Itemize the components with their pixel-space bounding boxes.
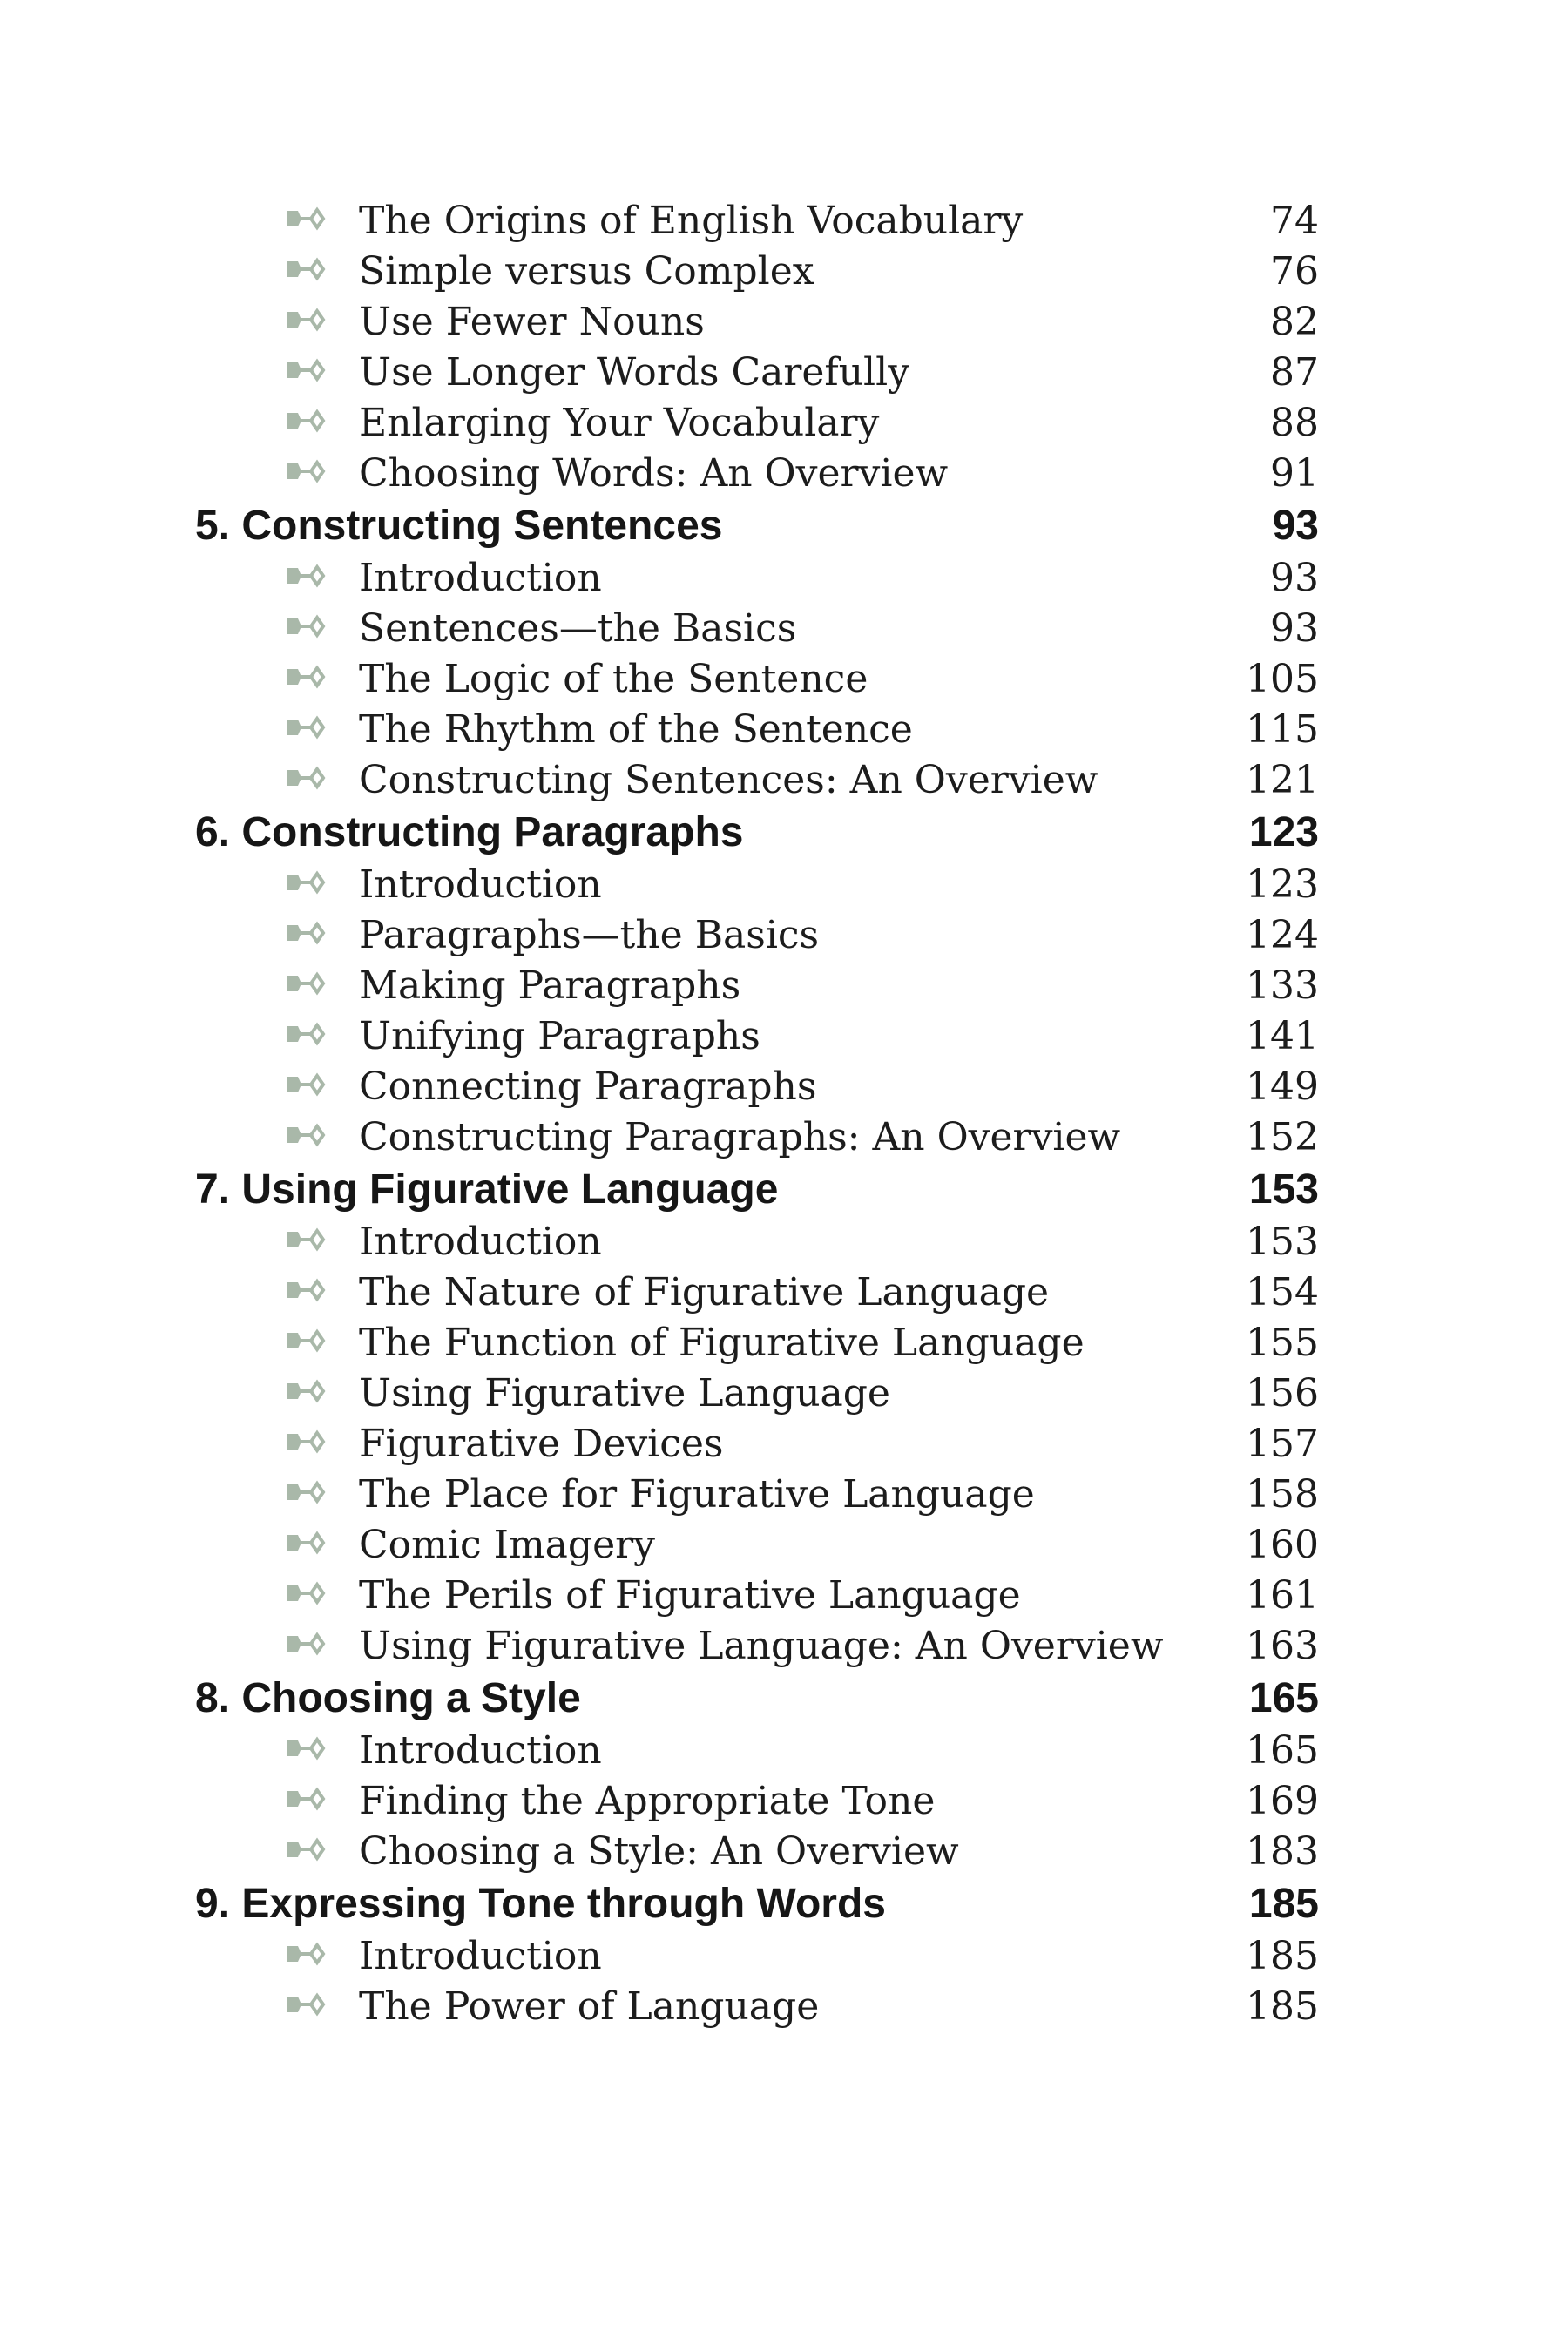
entry-page-number: 149 xyxy=(1246,1064,1319,1109)
entry-page-number: 157 xyxy=(1246,1422,1319,1466)
entry-page-number: 123 xyxy=(1246,862,1319,907)
chapter-title: 8. Choosing a Style xyxy=(195,1675,581,1721)
arrow-bullet-icon xyxy=(285,1072,327,1097)
arrow-bullet-icon xyxy=(285,971,327,996)
arrow-bullet-icon xyxy=(285,358,327,382)
entry-page-number: 124 xyxy=(1246,913,1319,957)
chapter-page-number: 153 xyxy=(1248,1166,1319,1213)
entry-title: The Nature of Figurative Language xyxy=(359,1270,1050,1315)
arrow-bullet-icon xyxy=(285,766,327,790)
entry-title: The Power of Language xyxy=(359,1984,820,2029)
entry-page-number: 93 xyxy=(1270,606,1319,651)
toc-entry xyxy=(0,1062,1568,1112)
toc-entry xyxy=(0,1571,1568,1621)
arrow-bullet-icon xyxy=(285,1278,327,1302)
entry-page-number: 161 xyxy=(1246,1573,1319,1618)
toc-entry xyxy=(0,1267,1568,1318)
toc-entry xyxy=(0,604,1568,654)
arrow-bullet-icon xyxy=(285,1581,327,1605)
entry-page-number: 133 xyxy=(1246,963,1319,1008)
arrow-bullet-icon xyxy=(285,308,327,332)
entry-title: Introduction xyxy=(359,556,602,600)
entry-page-number: 87 xyxy=(1270,350,1319,395)
chapter-title: 6. Constructing Paragraphs xyxy=(195,809,744,855)
table-of-contents xyxy=(0,196,1568,2032)
entry-title: Choosing a Style: An Overview xyxy=(359,1829,959,1874)
entry-title: Paragraphs—the Basics xyxy=(359,913,820,957)
entry-title: The Rhythm of the Sentence xyxy=(359,707,913,752)
entry-page-number: 152 xyxy=(1246,1115,1319,1159)
toc-entry xyxy=(0,755,1568,806)
entry-title: Introduction xyxy=(359,1934,602,1978)
entry-title: The Function of Figurative Language xyxy=(359,1321,1085,1365)
chapter-heading xyxy=(0,1877,1568,1931)
toc-entry xyxy=(0,1726,1568,1776)
arrow-bullet-icon xyxy=(285,459,327,483)
entry-title: The Logic of the Sentence xyxy=(359,657,868,701)
entry-title: Introduction xyxy=(359,862,602,907)
entry-title: Sentences—the Basics xyxy=(359,606,797,651)
entry-title: The Origins of English Vocabulary xyxy=(359,199,1024,243)
toc-entry xyxy=(0,247,1568,297)
arrow-bullet-icon xyxy=(285,1022,327,1046)
entry-title: Figurative Devices xyxy=(359,1422,724,1466)
chapter-heading xyxy=(0,806,1568,860)
entry-page-number: 158 xyxy=(1246,1472,1319,1517)
arrow-bullet-icon xyxy=(285,1227,327,1252)
entry-title: Constructing Paragraphs: An Overview xyxy=(359,1115,1121,1159)
toc-entry xyxy=(0,961,1568,1011)
entry-title: Introduction xyxy=(359,1728,602,1773)
arrow-bullet-icon xyxy=(285,1429,327,1454)
entry-title: Connecting Paragraphs xyxy=(359,1064,817,1109)
entry-title: Finding the Appropriate Tone xyxy=(359,1779,936,1823)
arrow-bullet-icon xyxy=(285,715,327,740)
arrow-bullet-icon xyxy=(285,1480,327,1504)
toc-entry xyxy=(0,1112,1568,1163)
entry-title: Introduction xyxy=(359,1220,602,1264)
toc-entry xyxy=(0,1520,1568,1571)
chapter-page-number: 93 xyxy=(1272,503,1319,549)
chapter-title: 5. Constructing Sentences xyxy=(195,503,723,549)
arrow-bullet-icon xyxy=(285,1992,327,2017)
entry-title: Constructing Sentences: An Overview xyxy=(359,758,1098,802)
arrow-bullet-icon xyxy=(285,1328,327,1353)
entry-page-number: 153 xyxy=(1246,1220,1319,1264)
toc-entry xyxy=(0,654,1568,705)
entry-page-number: 183 xyxy=(1246,1829,1319,1874)
toc-entry xyxy=(0,705,1568,755)
toc-entry xyxy=(0,1931,1568,1982)
toc-entry xyxy=(0,1621,1568,1672)
entry-title: Use Longer Words Carefully xyxy=(359,350,910,395)
entry-title: Using Figurative Language xyxy=(359,1371,890,1416)
entry-page-number: 105 xyxy=(1246,657,1319,701)
entry-title: The Perils of Figurative Language xyxy=(359,1573,1021,1618)
chapter-page-number: 165 xyxy=(1248,1675,1319,1721)
toc-entry xyxy=(0,1217,1568,1267)
toc-entry xyxy=(0,297,1568,348)
arrow-bullet-icon xyxy=(285,1531,327,1555)
arrow-bullet-icon xyxy=(285,206,327,231)
toc-entry xyxy=(0,348,1568,398)
entry-page-number: 154 xyxy=(1246,1270,1319,1315)
entry-page-number: 155 xyxy=(1246,1321,1319,1365)
entry-title: Choosing Words: An Overview xyxy=(359,451,949,496)
chapter-page-number: 123 xyxy=(1248,809,1319,855)
chapter-title: 7. Using Figurative Language xyxy=(195,1166,779,1213)
arrow-bullet-icon xyxy=(285,921,327,945)
entry-title: Enlarging Your Vocabulary xyxy=(359,401,880,445)
entry-page-number: 121 xyxy=(1246,758,1319,802)
toc-entry xyxy=(0,449,1568,499)
toc-entry xyxy=(0,1011,1568,1062)
entry-page-number: 82 xyxy=(1270,300,1319,344)
arrow-bullet-icon xyxy=(285,1837,327,1862)
arrow-bullet-icon xyxy=(285,1787,327,1811)
arrow-bullet-icon xyxy=(285,564,327,588)
toc-entry xyxy=(0,910,1568,961)
arrow-bullet-icon xyxy=(285,1942,327,1966)
toc-entry xyxy=(0,553,1568,604)
entry-page-number: 185 xyxy=(1246,1934,1319,1978)
chapter-page-number: 185 xyxy=(1248,1881,1319,1927)
entry-title: Using Figurative Language: An Overview xyxy=(359,1624,1164,1668)
entry-title: Simple versus Complex xyxy=(359,249,814,294)
arrow-bullet-icon xyxy=(285,870,327,895)
toc-entry xyxy=(0,1419,1568,1470)
chapter-heading xyxy=(0,1672,1568,1726)
toc-entry xyxy=(0,1982,1568,2032)
toc-entry xyxy=(0,196,1568,247)
entry-page-number: 88 xyxy=(1270,401,1319,445)
entry-page-number: 156 xyxy=(1246,1371,1319,1416)
arrow-bullet-icon xyxy=(285,257,327,281)
entry-page-number: 169 xyxy=(1246,1779,1319,1823)
toc-entry xyxy=(0,860,1568,910)
chapter-title: 9. Expressing Tone through Words xyxy=(195,1881,886,1927)
arrow-bullet-icon xyxy=(285,409,327,433)
arrow-bullet-icon xyxy=(285,665,327,689)
entry-page-number: 74 xyxy=(1270,199,1319,243)
toc-entry xyxy=(0,1827,1568,1877)
entry-page-number: 93 xyxy=(1270,556,1319,600)
arrow-bullet-icon xyxy=(285,614,327,639)
entry-title: Making Paragraphs xyxy=(359,963,741,1008)
entry-page-number: 165 xyxy=(1246,1728,1319,1773)
entry-page-number: 160 xyxy=(1246,1523,1319,1567)
entry-page-number: 91 xyxy=(1270,451,1319,496)
arrow-bullet-icon xyxy=(285,1379,327,1403)
entry-title: Use Fewer Nouns xyxy=(359,300,705,344)
arrow-bullet-icon xyxy=(285,1632,327,1656)
toc-entry xyxy=(0,1776,1568,1827)
arrow-bullet-icon xyxy=(285,1736,327,1761)
chapter-heading xyxy=(0,1163,1568,1217)
entry-page-number: 141 xyxy=(1246,1014,1319,1058)
entry-title: Comic Imagery xyxy=(359,1523,656,1567)
toc-entry xyxy=(0,1369,1568,1419)
toc-entry xyxy=(0,398,1568,449)
entry-page-number: 185 xyxy=(1246,1984,1319,2029)
entry-page-number: 115 xyxy=(1246,707,1319,752)
toc-entry xyxy=(0,1470,1568,1520)
entry-title: The Place for Figurative Language xyxy=(359,1472,1035,1517)
toc-entry xyxy=(0,1318,1568,1369)
entry-page-number: 76 xyxy=(1270,249,1319,294)
chapter-heading xyxy=(0,499,1568,553)
entry-page-number: 163 xyxy=(1246,1624,1319,1668)
entry-title: Unifying Paragraphs xyxy=(359,1014,760,1058)
arrow-bullet-icon xyxy=(285,1123,327,1147)
